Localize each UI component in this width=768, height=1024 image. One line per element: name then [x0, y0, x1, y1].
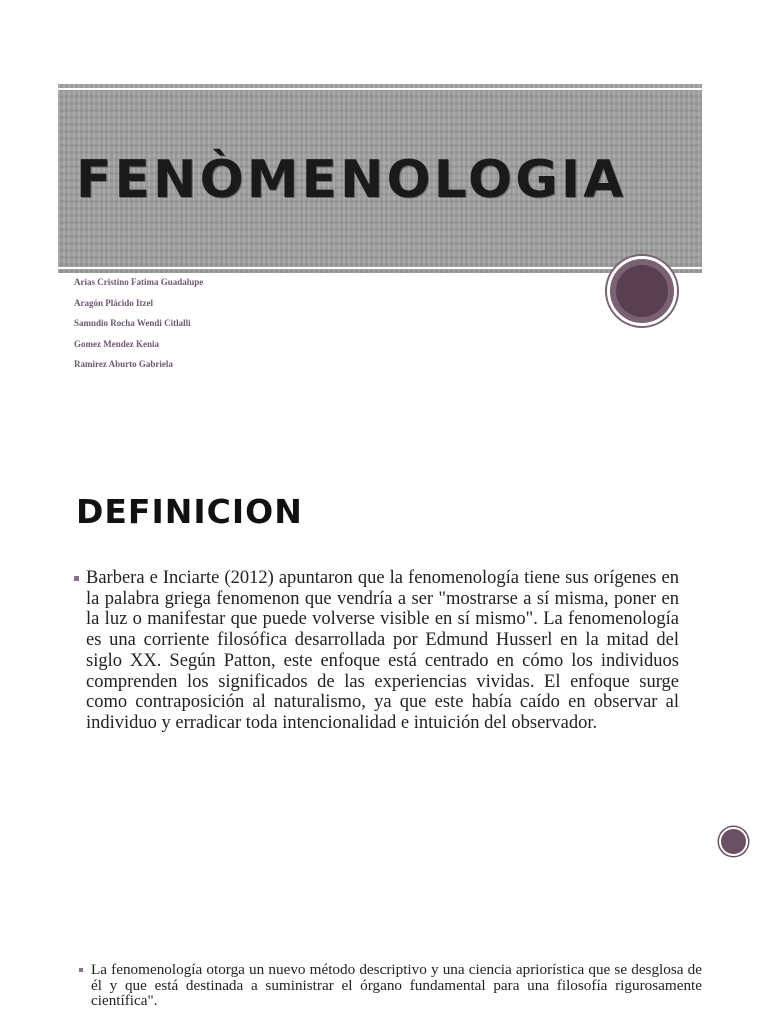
decorative-circle-small: [719, 827, 748, 856]
bullet-icon: [74, 576, 79, 581]
method-paragraph: La fenomenología otorga un nuevo método descriptivo y una ciencia apriorística que se desglosa de él y que está destinada a suministrar el órgano fundamental para una filosofía rigurosamente científica".: [91, 961, 702, 1009]
decorative-circle: [607, 256, 677, 326]
author-name: Arias Cristino Fatima Guadalupe: [74, 277, 204, 287]
author-name: Samudio Rocha Wendi Citlalli: [74, 318, 191, 328]
definition-paragraph: Barbera e Inciarte (2012) apuntaron que la fenomenología tiene sus orígenes en la palabra griega fenomenon que vendría a ser "mostrarse a sí misma, poner en la luz o manifestar que puede volverse visible en sí mismo". La fenomenología es una corriente filosófica desarrollada por Edmund Husserl en la mitad del siglo XX. Según Patton, este enfoque está centrado en cómo los individuos comprenden los significados de las experiencias vividas. El enfoque surge como contraposición al naturalismo, ya que este había caído en observar al individuo y erradicar toda intencionalidad e intuición del observador.: [86, 568, 679, 733]
banner-bottom-line: [58, 267, 702, 269]
slide-title: FENÒMENOLOGIA: [76, 150, 627, 210]
author-name: Ramirez Aburto Gabriela: [74, 359, 173, 369]
definition-heading: DEFINICION: [76, 492, 303, 531]
author-name: Gomez Mendez Kenia: [74, 338, 159, 349]
author-list: [74, 276, 203, 379]
banner-top-line: [58, 88, 702, 90]
bullet-icon: [79, 968, 83, 972]
author-name: Aragón Plácido Itzel: [74, 297, 153, 308]
